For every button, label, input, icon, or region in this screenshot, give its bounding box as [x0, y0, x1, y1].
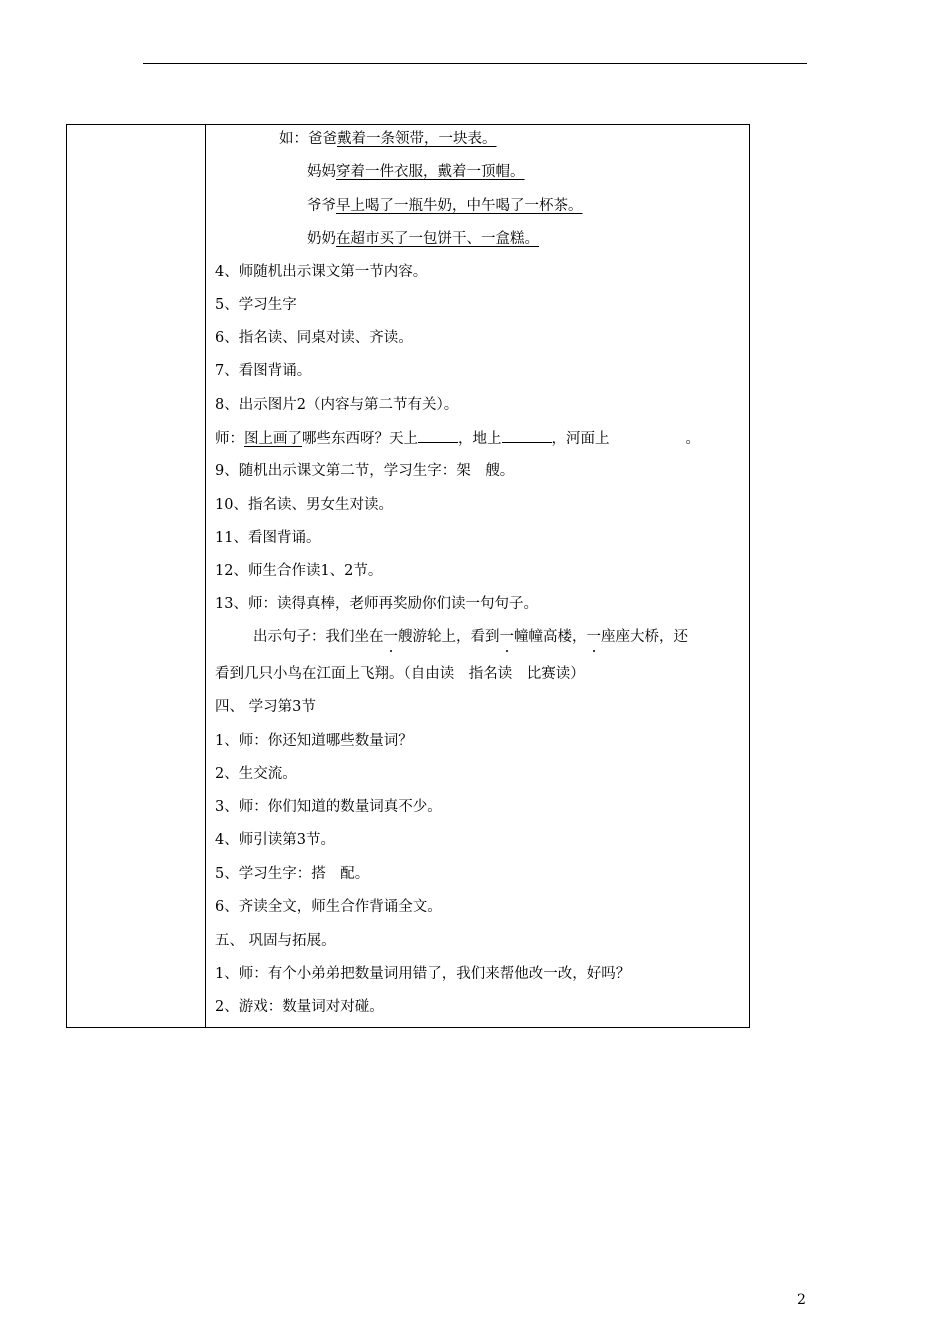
section-four-heading: 四、 学习第3节: [215, 699, 316, 715]
emphasis-dot-1: 一: [383, 629, 398, 645]
section-five-step-1: 1、师：有个小弟弟把数量词用错了，我们来帮他改一改，好吗？: [215, 966, 631, 982]
example-4-prefix: 奶奶: [307, 231, 336, 247]
step-12: 12、师生合作读1、2节。: [215, 563, 383, 579]
sentence-part-1: 出示句子：我们坐在: [253, 629, 384, 645]
blank-ground: [502, 428, 552, 443]
sentence-line-2: 看到几只小鸟在江面上飞翔。（自由读 指名读 比赛读）: [215, 666, 585, 682]
step-4: 4、师随机出示课文第一节内容。: [215, 264, 428, 280]
example-4-underlined: 在超市买了一包饼干、一盒糕。: [336, 231, 539, 247]
section-four-step-6: 6、齐读全文，师生合作背诵全文。: [215, 899, 442, 915]
question-ground: ，地上: [458, 431, 502, 447]
example-1-underlined: 戴着一条领带，一块表。: [337, 131, 497, 147]
blank-sky: [418, 428, 458, 443]
example-3-prefix: 爷爷: [307, 198, 336, 214]
section-five-heading: 五、 巩固与拓展。: [215, 933, 336, 949]
sentence-line-1: [253, 627, 688, 647]
step-6: 6、指名读、同桌对读、齐读。: [215, 330, 413, 346]
column-divider: [205, 125, 206, 1027]
page-number: 2: [797, 1292, 806, 1308]
section-four-step-5: 5、学习生字：搭 配。: [215, 866, 370, 882]
step-8: 8、出示图片2（内容与第二节有关）。: [215, 397, 459, 413]
section-four-step-4: 4、师引读第3节。: [215, 832, 335, 848]
lesson-table: [66, 124, 750, 1028]
example-line-4: [307, 229, 539, 249]
step-9: 9、随机出示课文第二节，学习生字：架 艘。: [215, 463, 515, 479]
sentence-part-4: 座座大桥，还: [601, 629, 688, 645]
emphasis-dot-2: 一: [499, 629, 514, 645]
step-7: 7、看图背诵。: [215, 363, 312, 379]
question-sky: 哪些东西呀？天上: [302, 431, 418, 447]
step-10: 10、指名读、男女生对读。: [215, 497, 393, 513]
question-end: 。: [685, 431, 700, 447]
example-1-prefix: 如：爸爸: [279, 131, 337, 147]
example-2-underlined: 穿着一件衣服，戴着一顶帽。: [336, 164, 525, 180]
section-four-step-2: 2、生交流。: [215, 766, 297, 782]
sentence-part-3: 幢幢高楼，: [514, 629, 587, 645]
sentence-part-2: 艘游轮上，看到: [398, 629, 500, 645]
step-11: 11、看图背诵。: [215, 530, 321, 546]
step-5: 5、学习生字: [215, 297, 297, 313]
example-line-1: [279, 129, 497, 149]
step-13: 13、师：读得真棒，老师再奖励你们读一句句子。: [215, 596, 538, 612]
example-2-prefix: 妈妈: [307, 164, 336, 180]
question-river: ，河面上: [551, 431, 610, 447]
question-underlined: 图上画了: [244, 431, 302, 447]
header-rule: [143, 63, 807, 64]
example-3-underlined: 早上喝了一瓶牛奶，中午喝了一杯茶。: [336, 198, 583, 214]
example-line-2: [307, 162, 525, 182]
teacher-question-line: [215, 428, 700, 449]
example-line-3: [307, 196, 583, 216]
emphasis-dot-3: 一: [586, 629, 601, 645]
teacher-prefix: 师：: [215, 431, 244, 447]
section-four-step-3: 3、师：你们知道的数量词真不少。: [215, 799, 442, 815]
section-four-step-1: 1、师：你还知道哪些数量词？: [215, 733, 413, 749]
section-five-step-2: 2、游戏：数量词对对碰。: [215, 999, 384, 1015]
